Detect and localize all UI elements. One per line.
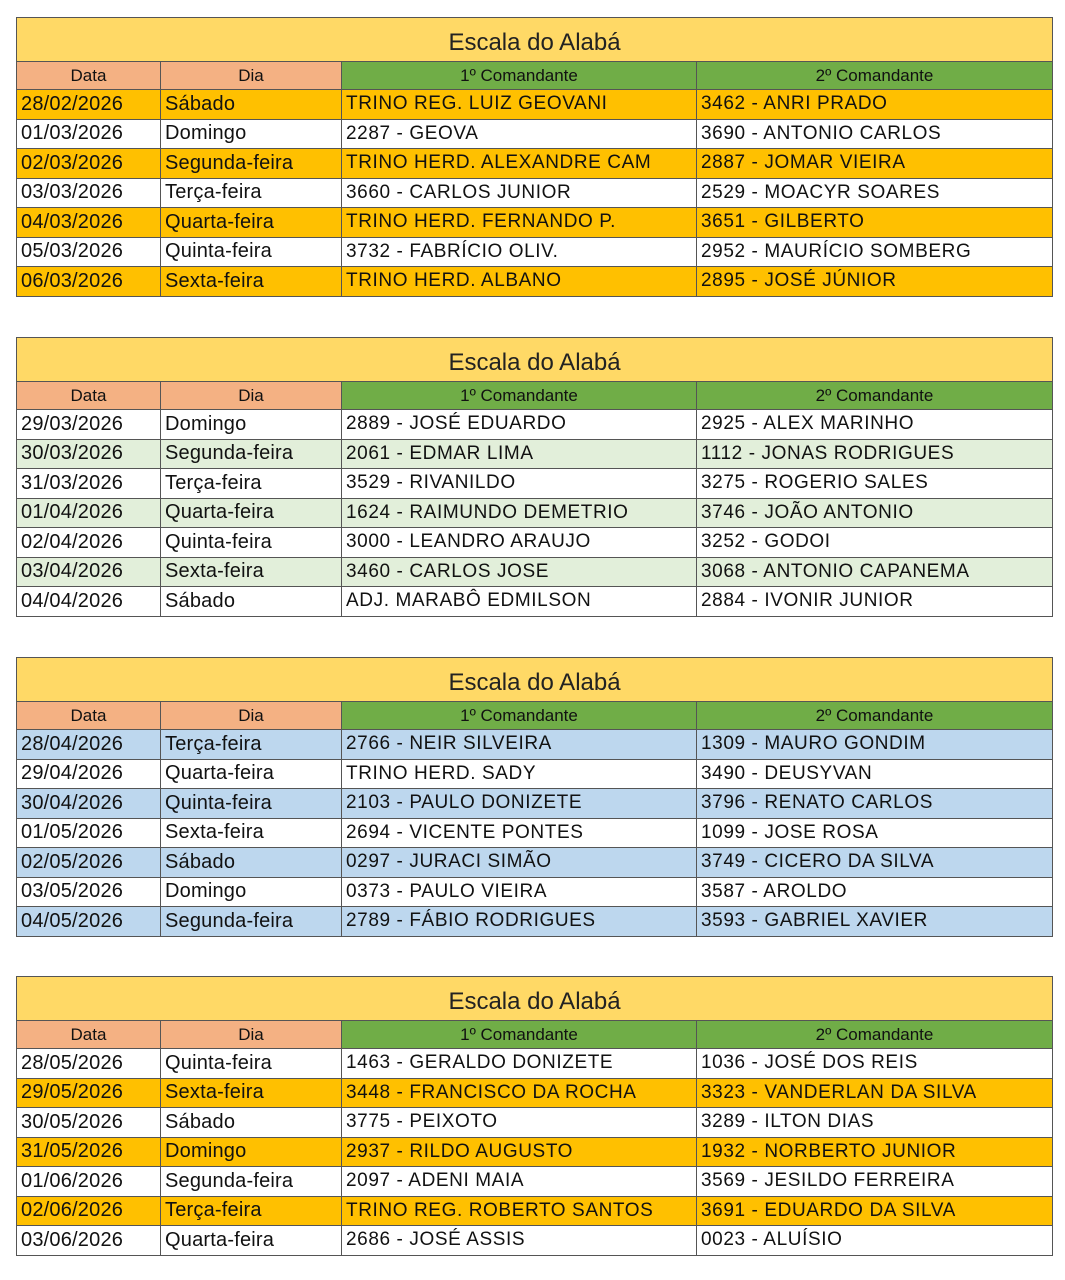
date-cell: 02/05/2026 xyxy=(17,848,161,878)
first-commander-cell: ADJ. MARABÔ EDMILSON xyxy=(342,587,697,617)
weekday-cell: Segunda-feira xyxy=(161,439,342,469)
second-commander-cell: 2887 - JOMAR VIEIRA xyxy=(697,149,1053,179)
table-row xyxy=(17,1078,1053,1108)
date-cell: 28/04/2026 xyxy=(17,730,161,760)
table-row xyxy=(17,469,1053,499)
table-row xyxy=(17,1196,1053,1226)
header-dia: Dia xyxy=(161,382,342,410)
weekday-cell: Quarta-feira xyxy=(161,498,342,528)
table-row xyxy=(17,877,1053,907)
first-commander-cell: 1624 - RAIMUNDO DEMETRIO xyxy=(342,498,697,528)
first-commander-cell: 2097 - ADENI MAIA xyxy=(342,1167,697,1197)
second-commander-cell: 1932 - NORBERTO JUNIOR xyxy=(697,1137,1053,1167)
date-cell: 04/03/2026 xyxy=(17,208,161,238)
table-row xyxy=(17,730,1053,760)
header-data: Data xyxy=(17,382,161,410)
table-row xyxy=(17,848,1053,878)
table-title: Escala do Alabá xyxy=(17,18,1053,62)
second-commander-cell: 3796 - RENATO CARLOS xyxy=(697,789,1053,819)
first-commander-cell: 3460 - CARLOS JOSE xyxy=(342,557,697,587)
first-commander-cell: TRINO HERD. FERNANDO P. xyxy=(342,208,697,238)
weekday-cell: Quarta-feira xyxy=(161,1226,342,1256)
header-dia: Dia xyxy=(161,62,342,90)
first-commander-cell: TRINO HERD. ALEXANDRE CAM xyxy=(342,149,697,179)
second-commander-cell: 3749 - CICERO DA SILVA xyxy=(697,848,1053,878)
date-cell: 01/04/2026 xyxy=(17,498,161,528)
header-first-commander: 1º Comandante xyxy=(342,702,697,730)
second-commander-cell: 3587 - AROLDO xyxy=(697,877,1053,907)
weekday-cell: Sábado xyxy=(161,90,342,120)
first-commander-cell: 3775 - PEIXOTO xyxy=(342,1108,697,1138)
table-row xyxy=(17,208,1053,238)
table-row xyxy=(17,1226,1053,1256)
weekday-cell: Segunda-feira xyxy=(161,907,342,937)
weekday-cell: Domingo xyxy=(161,877,342,907)
second-commander-cell: 3651 - GILBERTO xyxy=(697,208,1053,238)
date-cell: 31/05/2026 xyxy=(17,1137,161,1167)
first-commander-cell: 3529 - RIVANILDO xyxy=(342,469,697,499)
weekday-cell: Sábado xyxy=(161,848,342,878)
first-commander-cell: 2789 - FÁBIO RODRIGUES xyxy=(342,907,697,937)
weekday-cell: Segunda-feira xyxy=(161,1167,342,1197)
date-cell: 02/04/2026 xyxy=(17,528,161,558)
schedule-table xyxy=(16,657,1053,937)
schedule-table xyxy=(16,976,1053,1256)
date-cell: 28/02/2026 xyxy=(17,90,161,120)
date-cell: 03/03/2026 xyxy=(17,178,161,208)
second-commander-cell: 3462 - ANRI PRADO xyxy=(697,90,1053,120)
first-commander-cell: 2937 - RILDO AUGUSTO xyxy=(342,1137,697,1167)
first-commander-cell: 2694 - VICENTE PONTES xyxy=(342,818,697,848)
second-commander-cell: 3068 - ANTONIO CAPANEMA xyxy=(697,557,1053,587)
table-row xyxy=(17,1137,1053,1167)
header-row xyxy=(17,62,1053,90)
second-commander-cell: 3289 - ILTON DIAS xyxy=(697,1108,1053,1138)
weekday-cell: Sexta-feira xyxy=(161,1078,342,1108)
header-first-commander: 1º Comandante xyxy=(342,1021,697,1049)
first-commander-cell: 2103 - PAULO DONIZETE xyxy=(342,789,697,819)
date-cell: 30/05/2026 xyxy=(17,1108,161,1138)
first-commander-cell: 3660 - CARLOS JUNIOR xyxy=(342,178,697,208)
weekday-cell: Domingo xyxy=(161,119,342,149)
second-commander-cell: 3690 - ANTONIO CARLOS xyxy=(697,119,1053,149)
second-commander-cell: 3569 - JESILDO FERREIRA xyxy=(697,1167,1053,1197)
weekday-cell: Quinta-feira xyxy=(161,789,342,819)
weekday-cell: Terça-feira xyxy=(161,178,342,208)
date-cell: 31/03/2026 xyxy=(17,469,161,499)
second-commander-cell: 2884 - IVONIR JUNIOR xyxy=(697,587,1053,617)
weekday-cell: Sexta-feira xyxy=(161,818,342,848)
date-cell: 03/06/2026 xyxy=(17,1226,161,1256)
weekday-cell: Quarta-feira xyxy=(161,759,342,789)
first-commander-cell: TRINO HERD. ALBANO xyxy=(342,267,697,297)
first-commander-cell: 3000 - LEANDRO ARAUJO xyxy=(342,528,697,558)
weekday-cell: Sexta-feira xyxy=(161,267,342,297)
second-commander-cell: 2952 - MAURÍCIO SOMBERG xyxy=(697,237,1053,267)
date-cell: 30/04/2026 xyxy=(17,789,161,819)
table-row xyxy=(17,439,1053,469)
date-cell: 28/05/2026 xyxy=(17,1049,161,1079)
header-data: Data xyxy=(17,62,161,90)
date-cell: 30/03/2026 xyxy=(17,439,161,469)
table-row xyxy=(17,1049,1053,1079)
header-first-commander: 1º Comandante xyxy=(342,62,697,90)
weekday-cell: Quarta-feira xyxy=(161,208,342,238)
header-data: Data xyxy=(17,1021,161,1049)
header-second-commander: 2º Comandante xyxy=(697,62,1053,90)
header-dia: Dia xyxy=(161,702,342,730)
header-row xyxy=(17,1021,1053,1049)
weekday-cell: Segunda-feira xyxy=(161,149,342,179)
weekday-cell: Sábado xyxy=(161,1108,342,1138)
second-commander-cell: 3593 - GABRIEL XAVIER xyxy=(697,907,1053,937)
second-commander-cell: 1099 - JOSE ROSA xyxy=(697,818,1053,848)
weekday-cell: Terça-feira xyxy=(161,1196,342,1226)
second-commander-cell: 1309 - MAURO GONDIM xyxy=(697,730,1053,760)
weekday-cell: Quinta-feira xyxy=(161,1049,342,1079)
first-commander-cell: 0297 - JURACI SIMÃO xyxy=(342,848,697,878)
weekday-cell: Domingo xyxy=(161,410,342,440)
second-commander-cell: 3323 - VANDERLAN DA SILVA xyxy=(697,1078,1053,1108)
first-commander-cell: 2686 - JOSÉ ASSIS xyxy=(342,1226,697,1256)
weekday-cell: Terça-feira xyxy=(161,730,342,760)
table-title: Escala do Alabá xyxy=(17,338,1053,382)
date-cell: 02/06/2026 xyxy=(17,1196,161,1226)
table-row xyxy=(17,818,1053,848)
table-row xyxy=(17,557,1053,587)
second-commander-cell: 3490 - DEUSYVAN xyxy=(697,759,1053,789)
header-data: Data xyxy=(17,702,161,730)
table-row xyxy=(17,178,1053,208)
table-row xyxy=(17,410,1053,440)
second-commander-cell: 3252 - GODOI xyxy=(697,528,1053,558)
date-cell: 29/03/2026 xyxy=(17,410,161,440)
date-cell: 03/05/2026 xyxy=(17,877,161,907)
table-row xyxy=(17,759,1053,789)
second-commander-cell: 1112 - JONAS RODRIGUES xyxy=(697,439,1053,469)
header-row xyxy=(17,382,1053,410)
header-second-commander: 2º Comandante xyxy=(697,1021,1053,1049)
first-commander-cell: 2889 - JOSÉ EDUARDO xyxy=(342,410,697,440)
date-cell: 05/03/2026 xyxy=(17,237,161,267)
table-title: Escala do Alabá xyxy=(17,977,1053,1021)
weekday-cell: Terça-feira xyxy=(161,469,342,499)
schedule-table xyxy=(16,337,1053,617)
table-row xyxy=(17,1108,1053,1138)
table-row xyxy=(17,498,1053,528)
second-commander-cell: 3746 - JOÃO ANTONIO xyxy=(697,498,1053,528)
table-row xyxy=(17,119,1053,149)
first-commander-cell: 2287 - GEOVA xyxy=(342,119,697,149)
table-row xyxy=(17,90,1053,120)
first-commander-cell: TRINO HERD. SADY xyxy=(342,759,697,789)
header-row xyxy=(17,702,1053,730)
second-commander-cell: 2529 - MOACYR SOARES xyxy=(697,178,1053,208)
table-title: Escala do Alabá xyxy=(17,658,1053,702)
date-cell: 01/06/2026 xyxy=(17,1167,161,1197)
table-row xyxy=(17,237,1053,267)
schedule-table xyxy=(16,17,1053,297)
first-commander-cell: 0373 - PAULO VIEIRA xyxy=(342,877,697,907)
date-cell: 01/03/2026 xyxy=(17,119,161,149)
header-second-commander: 2º Comandante xyxy=(697,382,1053,410)
header-first-commander: 1º Comandante xyxy=(342,382,697,410)
date-cell: 04/04/2026 xyxy=(17,587,161,617)
weekday-cell: Quinta-feira xyxy=(161,528,342,558)
second-commander-cell: 3691 - EDUARDO DA SILVA xyxy=(697,1196,1053,1226)
date-cell: 06/03/2026 xyxy=(17,267,161,297)
date-cell: 29/05/2026 xyxy=(17,1078,161,1108)
second-commander-cell: 2895 - JOSÉ JÚNIOR xyxy=(697,267,1053,297)
table-row xyxy=(17,528,1053,558)
weekday-cell: Domingo xyxy=(161,1137,342,1167)
first-commander-cell: 2061 - EDMAR LIMA xyxy=(342,439,697,469)
date-cell: 29/04/2026 xyxy=(17,759,161,789)
header-second-commander: 2º Comandante xyxy=(697,702,1053,730)
second-commander-cell: 3275 - ROGERIO SALES xyxy=(697,469,1053,499)
first-commander-cell: TRINO REG. ROBERTO SANTOS xyxy=(342,1196,697,1226)
header-dia: Dia xyxy=(161,1021,342,1049)
table-row xyxy=(17,149,1053,179)
second-commander-cell: 1036 - JOSÉ DOS REIS xyxy=(697,1049,1053,1079)
weekday-cell: Sexta-feira xyxy=(161,557,342,587)
table-row xyxy=(17,587,1053,617)
first-commander-cell: 1463 - GERALDO DONIZETE xyxy=(342,1049,697,1079)
date-cell: 04/05/2026 xyxy=(17,907,161,937)
first-commander-cell: 3448 - FRANCISCO DA ROCHA xyxy=(342,1078,697,1108)
table-row xyxy=(17,789,1053,819)
date-cell: 02/03/2026 xyxy=(17,149,161,179)
table-row xyxy=(17,267,1053,297)
weekday-cell: Sábado xyxy=(161,587,342,617)
date-cell: 01/05/2026 xyxy=(17,818,161,848)
first-commander-cell: 3732 - FABRÍCIO OLIV. xyxy=(342,237,697,267)
first-commander-cell: 2766 - NEIR SILVEIRA xyxy=(342,730,697,760)
second-commander-cell: 2925 - ALEX MARINHO xyxy=(697,410,1053,440)
table-row xyxy=(17,1167,1053,1197)
weekday-cell: Quinta-feira xyxy=(161,237,342,267)
table-row xyxy=(17,907,1053,937)
date-cell: 03/04/2026 xyxy=(17,557,161,587)
first-commander-cell: TRINO REG. LUIZ GEOVANI xyxy=(342,90,697,120)
second-commander-cell: 0023 - ALUÍSIO xyxy=(697,1226,1053,1256)
